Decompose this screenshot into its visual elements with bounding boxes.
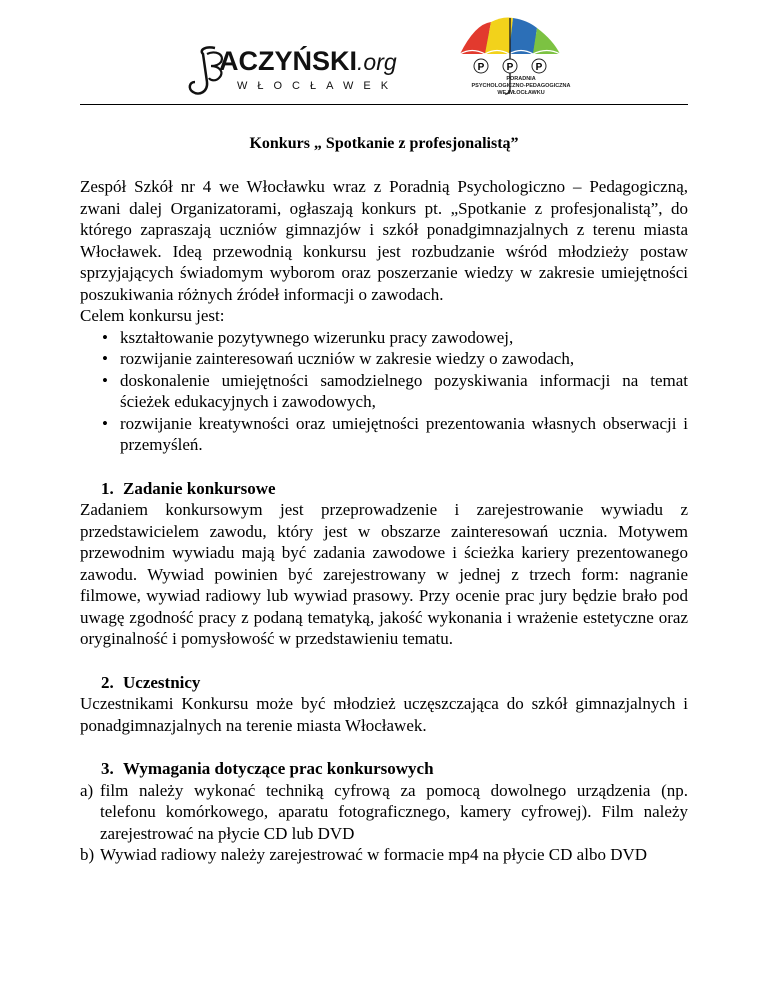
- baczynski-logo: [185, 44, 425, 100]
- svg-text:P: P: [477, 62, 485, 73]
- logo-right-line2: PSYCHOLOGICZNO-PEDAGOGICZNA: [471, 83, 571, 89]
- svg-text:P: P: [535, 62, 543, 73]
- list-item: • rozwijanie zainteresowań uczniów w zakresie wiedzy o zawodach,: [80, 348, 688, 370]
- logo-right-line1: PORADNIA: [506, 76, 536, 82]
- section-1-heading: 1. Zadanie konkursowe: [101, 478, 276, 498]
- intro-section: [80, 176, 688, 866]
- goal-label: Celem konkursu jest:: [80, 306, 225, 325]
- intro-paragraph: Zespół Szkół nr 4 we Włocławku wraz z Poradnią Psychologiczno – Pedagogiczną, zwani dalej Organizatorami, ogłaszają konkurs pt. „Spotkanie z profesjonalistą”, do którego zapraszają uczniów gimnazjów i szkół ponadgimnazjalnych z terenu miasta Włocławek. Ideą przewodnią konkursu jest rozbudzanie wśród młodzieży postaw sprzyjających świadomym wyborom oraz poszerzanie wiedzy w zakresie umiejętności poszukiwania różnych źródeł informacji o zawodach.: [80, 177, 688, 304]
- document-title: Konkurs „ Spotkanie z profesjonalistą”: [249, 135, 519, 152]
- page-header: [0, 0, 768, 106]
- poradnia-logo-text: [466, 76, 576, 97]
- requirements-list: [80, 780, 688, 866]
- list-item: • kształtowanie pozytywnego wizerunku pracy zawodowej,: [80, 327, 688, 349]
- goals-list: [80, 327, 688, 456]
- list-item: • rozwijanie kreatywności oraz umiejętności prezentowania własnych obserwacji i przemyśleń.: [80, 413, 688, 456]
- header-divider: [80, 104, 688, 105]
- list-item: a) film należy wykonać techniką cyfrową za pomocą dowolnego urządzenia (np. telefonu komórkowego, aparatu fotograficznego, kamery cyfrowej). Film należy zarejestrować na płycie CD lub DVD: [80, 780, 688, 843]
- section-3-heading: 3. Wymagania dotyczące prac konkursowych: [101, 759, 434, 778]
- list-item: • doskonalenie umiejętności samodzielnego pozyskiwania informacji na temat ścieżek edukacyjnych i zawodowych,: [80, 370, 688, 413]
- section-1-text: Zadaniem konkursowym jest przeprowadzenie i zarejestrowanie wywiadu z przedstawicielem zawodu, który jest w obszarze zainteresowań ucznia. Motywem przewodnim wywiadu mają być zadania zawodowe i ścieżka kariery prezentowanego zawodu. Wywiad powinien być zarejestrowany w jednej z trzech form: nagranie filmowe, wywiad radiowy lub wywiad prasowy. Przy ocenie prac jury będzie brało pod uwagę zgodność pracy z podaną tematyką, jakość wykonania i wrażenie estetyczne oraz oryginalność i pomysłowość w przedstawieniu tematu.: [80, 500, 688, 648]
- logo-right-line3: WE WŁOCŁAWKU: [497, 90, 545, 96]
- section-2-heading: 2. Uczestnicy: [101, 672, 201, 692]
- logo-left-city: WŁOCŁAWEK: [237, 80, 399, 92]
- section-2-text: Uczestnikami Konkursu może być młodzież uczęszczająca do szkół gimnazjalnych i ponadgimnazjalnych na terenie miasta Włocławek.: [80, 694, 688, 735]
- logo-left-name: ACZYŃSKI.org: [219, 46, 397, 76]
- svg-text:P: P: [506, 62, 514, 73]
- list-item: b) Wywiad radiowy należy zarejestrować w formacie mp4 na płycie CD albo DVD: [80, 845, 648, 864]
